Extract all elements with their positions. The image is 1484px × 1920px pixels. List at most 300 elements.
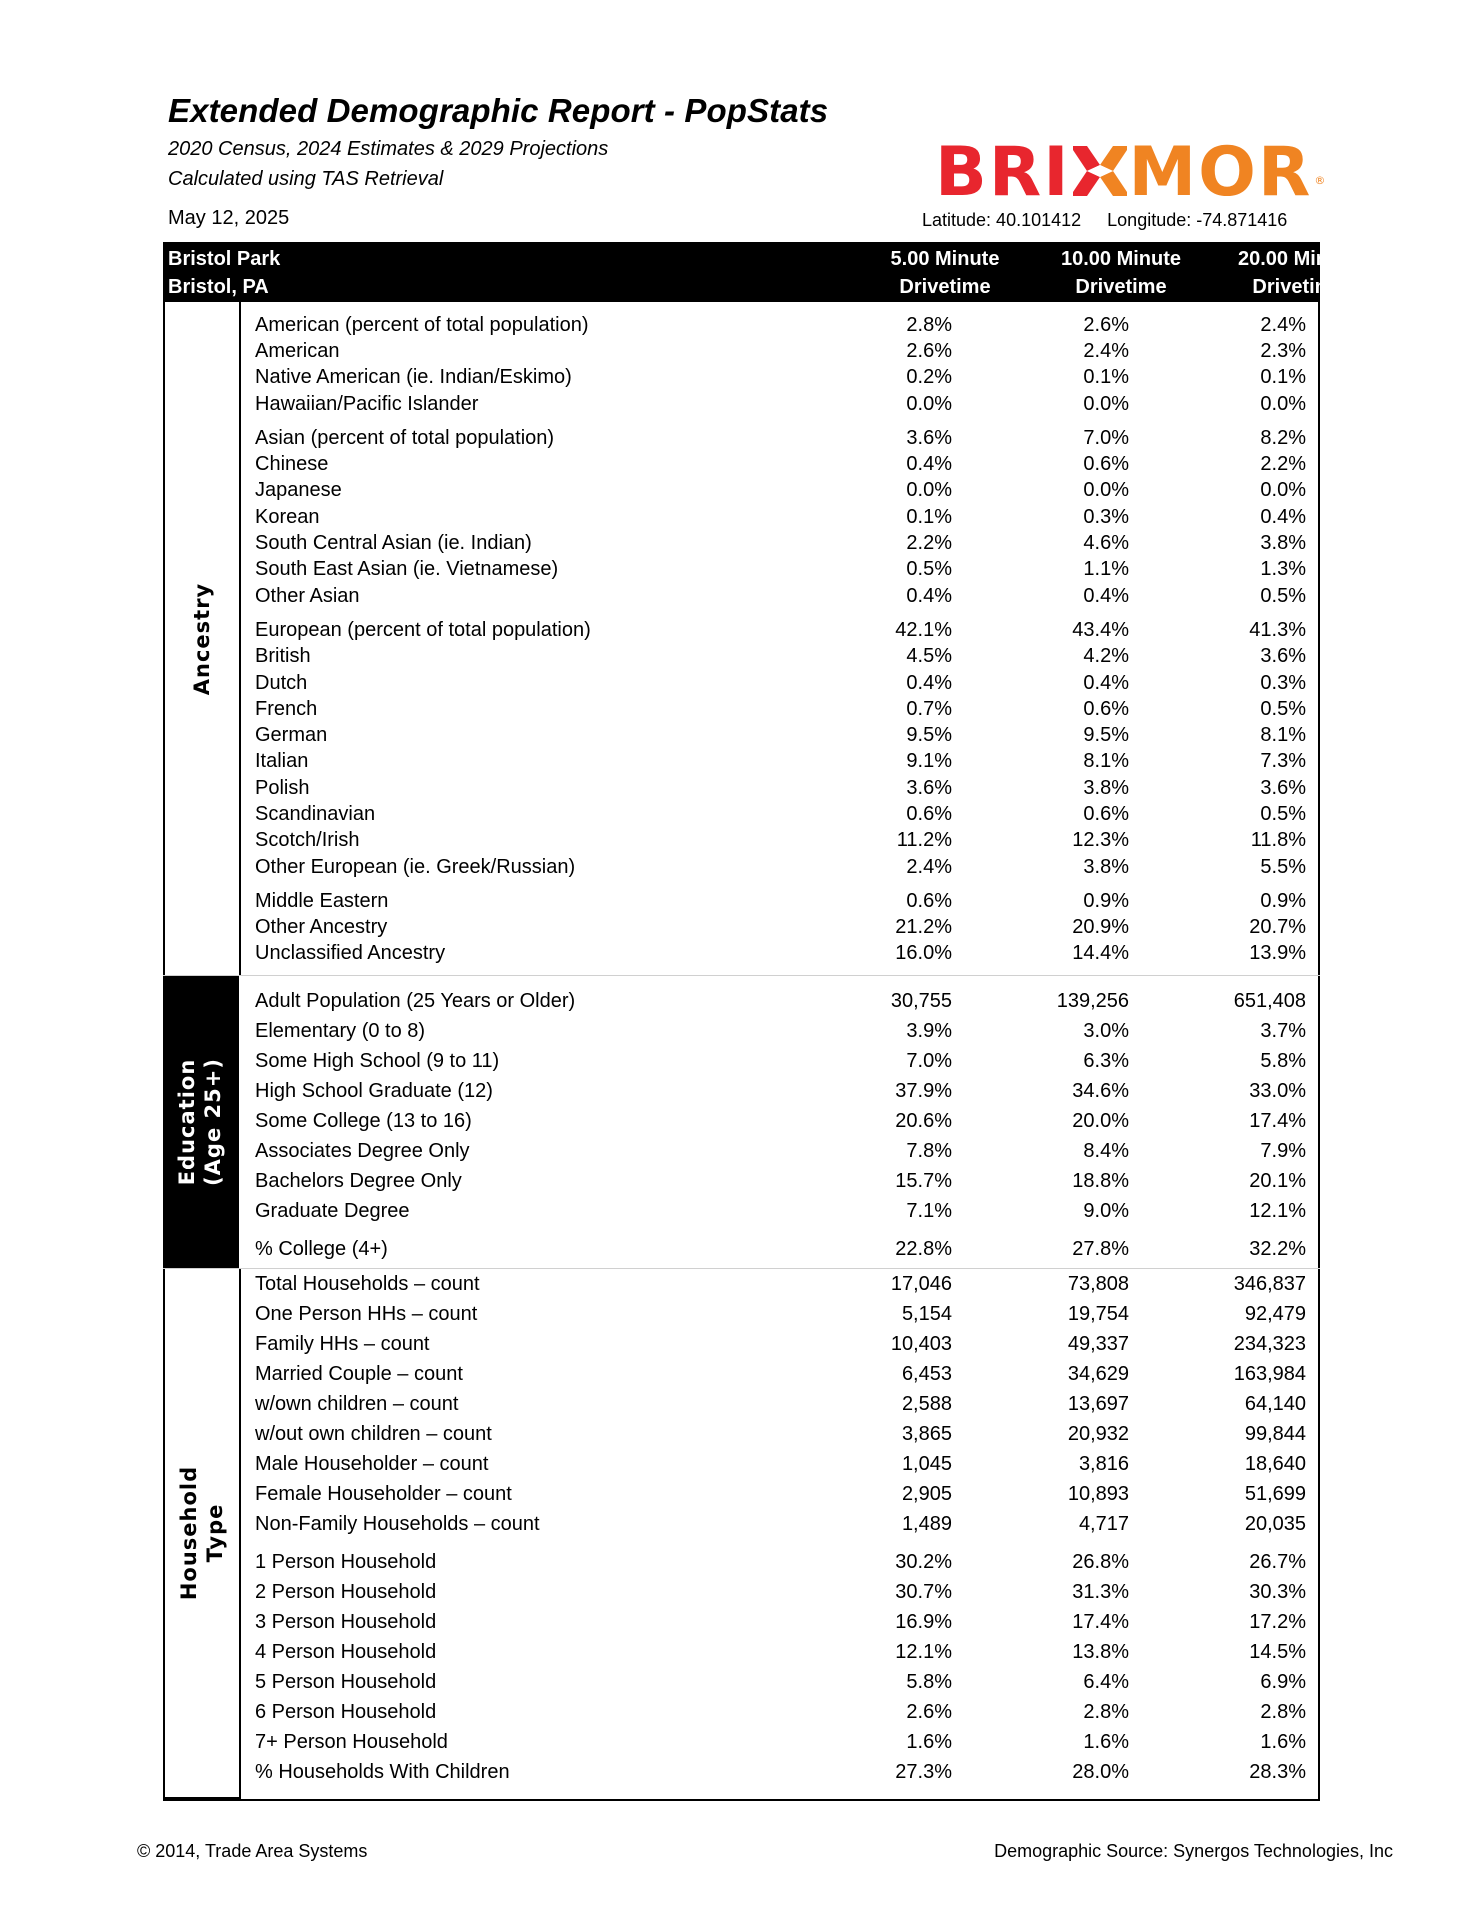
table-row [255, 391, 1306, 417]
section-label-household [163, 1269, 241, 1799]
table-row [255, 1329, 1306, 1359]
column-header-10min [1036, 245, 1206, 301]
value-5min: 20.6% [895, 1109, 952, 1132]
value-5min: 0.6% [906, 889, 952, 912]
row-label: Korean [255, 505, 320, 528]
education-label-line2: (Age 25+) [201, 1058, 225, 1187]
value-20min: 651,408 [1233, 989, 1306, 1012]
row-label: Other European (ie. Greek/Russian) [255, 855, 576, 878]
value-10min: 20,932 [1067, 1422, 1129, 1445]
value-5min: 0.7% [906, 697, 952, 720]
value-10min: 2.4% [1083, 339, 1129, 362]
group-spacer [255, 609, 1306, 617]
row-label: Unclassified Ancestry [255, 942, 446, 965]
table-row [255, 583, 1306, 609]
value-20min: 7.3% [1260, 750, 1306, 773]
value-10min: 4,717 [1078, 1512, 1129, 1535]
value-5min: 0.2% [906, 366, 952, 389]
value-5min: 7.0% [906, 1049, 952, 1072]
value-5min: 4.5% [906, 645, 952, 668]
table-row [255, 941, 1306, 967]
table-row [255, 425, 1306, 451]
table-row [255, 915, 1306, 941]
value-20min: 0.0% [1260, 479, 1306, 502]
ancestry-rows [255, 312, 1306, 967]
household-label-line1: Household [177, 1465, 201, 1601]
table-row [255, 1547, 1306, 1577]
value-5min: 11.2% [896, 829, 952, 852]
row-label: Total Households – count [255, 1272, 480, 1295]
value-10min: 9.0% [1083, 1199, 1129, 1222]
table-row [255, 1727, 1306, 1757]
value-10min: 0.6% [1083, 453, 1129, 476]
table-row [255, 365, 1306, 391]
value-20min: 1.3% [1260, 558, 1306, 581]
table-row [255, 1016, 1306, 1046]
household-label [176, 1466, 228, 1600]
row-label: Scotch/Irish [255, 829, 360, 852]
logo-x-icon [1073, 143, 1127, 197]
value-5min: 1,045 [901, 1452, 952, 1475]
value-5min: 15.7% [895, 1169, 952, 1192]
demographic-table [163, 242, 1359, 1801]
value-10min: 6.4% [1083, 1670, 1129, 1693]
row-label: European (percent of total population) [255, 618, 591, 641]
value-5min: 9.1% [906, 750, 952, 773]
value-20min: 6.9% [1260, 1670, 1306, 1693]
value-10min: 34.6% [1072, 1079, 1129, 1102]
value-10min: 43.4% [1072, 618, 1129, 641]
value-5min: 5,154 [901, 1302, 952, 1325]
row-label: Female Householder – count [255, 1482, 512, 1505]
table-row [255, 722, 1306, 748]
value-10min: 0.3% [1083, 505, 1129, 528]
report-subtitle-census: 2020 Census, 2024 Estimates & 2029 Projections [168, 138, 609, 160]
latitude: Latitude: 40.101412 [922, 210, 1082, 230]
value-10min: 139,256 [1056, 989, 1129, 1012]
logo-text-red: BRI [935, 133, 1071, 212]
row-label: 1 Person Household [255, 1550, 437, 1573]
table-row [255, 312, 1306, 338]
row-label: % Households With Children [255, 1760, 510, 1783]
value-10min: 73,808 [1067, 1272, 1129, 1295]
row-label: 5 Person Household [255, 1670, 437, 1693]
value-5min: 1.6% [906, 1730, 952, 1753]
value-20min: 234,323 [1233, 1332, 1306, 1355]
value-20min: 5.5% [1260, 855, 1306, 878]
value-5min: 10,403 [890, 1332, 952, 1355]
column-header-5min [860, 245, 1030, 301]
site-name: Bristol Park [168, 248, 281, 270]
value-5min: 2,905 [901, 1482, 952, 1505]
value-5min: 2.4% [906, 855, 952, 878]
section-education [163, 976, 1320, 1269]
footer-copyright: © 2014, Trade Area Systems [137, 1841, 368, 1861]
value-20min: 0.1% [1260, 366, 1306, 389]
value-5min: 6,453 [901, 1362, 952, 1385]
value-5min: 16.0% [895, 942, 952, 965]
table-row [255, 888, 1306, 914]
value-5min: 30.7% [895, 1580, 952, 1603]
site-location: Bristol, PA [168, 276, 269, 298]
value-20min: 0.5% [1260, 802, 1306, 825]
row-label: American (percent of total population) [255, 313, 589, 336]
table-row [255, 1234, 1306, 1264]
value-20min: 11.8% [1250, 829, 1306, 852]
value-10min: 3.0% [1083, 1019, 1129, 1042]
value-5min: 22.8% [895, 1237, 952, 1260]
value-20min: 33.0% [1249, 1079, 1306, 1102]
table-row [255, 696, 1306, 722]
row-label: British [255, 645, 311, 668]
value-10min: 34,629 [1067, 1362, 1129, 1385]
value-10min: 0.6% [1083, 802, 1129, 825]
value-10min: 31.3% [1072, 1580, 1129, 1603]
value-20min: 2.8% [1260, 1700, 1306, 1723]
value-5min: 17,046 [890, 1272, 952, 1295]
table-row [255, 1136, 1306, 1166]
education-rows [255, 986, 1306, 1264]
column-header-line1: 5.00 Minute [890, 248, 1000, 270]
value-10min: 6.3% [1083, 1049, 1129, 1072]
report-title: Extended Demographic Report - PopStats [168, 92, 829, 129]
row-label: Male Householder – count [255, 1452, 489, 1475]
row-label: 7+ Person Household [255, 1730, 448, 1753]
value-20min: 2.4% [1260, 313, 1306, 336]
value-10min: 20.0% [1072, 1109, 1129, 1132]
table-row [255, 504, 1306, 530]
row-label: South East Asian (ie. Vietnamese) [255, 558, 559, 581]
longitude: Longitude: -74.871416 [1107, 210, 1288, 230]
value-20min: 2.3% [1260, 339, 1306, 362]
value-10min: 0.0% [1083, 392, 1129, 415]
table-right-border [1318, 302, 1320, 975]
value-5min: 0.0% [906, 479, 952, 502]
value-20min: 7.9% [1260, 1139, 1306, 1162]
row-label: Hawaiian/Pacific Islander [255, 392, 479, 415]
row-label: High School Graduate (12) [255, 1079, 493, 1102]
table-row [255, 1299, 1306, 1329]
section-label-ancestry [163, 302, 241, 975]
table-row [255, 801, 1306, 827]
value-20min: 3.7% [1260, 1019, 1306, 1042]
table-row [255, 1106, 1306, 1136]
value-20min: 163,984 [1233, 1362, 1306, 1385]
table-row [255, 451, 1306, 477]
value-5min: 30.2% [895, 1550, 952, 1573]
value-20min: 0.5% [1260, 697, 1306, 720]
value-20min: 32.2% [1249, 1237, 1306, 1260]
row-label: Adult Population (25 Years or Older) [255, 989, 576, 1012]
value-10min: 3,816 [1078, 1452, 1129, 1475]
value-20min: 13.9% [1249, 942, 1306, 965]
table-row [255, 644, 1306, 670]
table-row [255, 854, 1306, 880]
value-10min: 27.8% [1072, 1237, 1129, 1260]
table-row [255, 557, 1306, 583]
row-label: Asian (percent of total population) [255, 426, 555, 449]
value-5min: 3.9% [906, 1019, 952, 1042]
table-row [255, 1196, 1306, 1226]
value-20min: 14.5% [1249, 1640, 1306, 1663]
value-5min: 3.6% [906, 776, 952, 799]
column-header-line2: Drivetime [899, 276, 991, 298]
value-5min: 0.4% [906, 453, 952, 476]
table-row [255, 1389, 1306, 1419]
value-20min: 20,035 [1244, 1512, 1306, 1535]
table-row [255, 1479, 1306, 1509]
row-label: 2 Person Household [255, 1580, 437, 1603]
value-20min: 1.6% [1260, 1730, 1306, 1753]
value-10min: 2.8% [1083, 1700, 1129, 1723]
table-row [255, 1449, 1306, 1479]
row-label: Some High School (9 to 11) [255, 1049, 500, 1072]
row-label: German [255, 724, 328, 747]
row-label: Some College (13 to 16) [255, 1109, 472, 1132]
value-5min: 2.6% [906, 339, 952, 362]
value-20min: 26.7% [1249, 1550, 1306, 1573]
row-label: Polish [255, 776, 310, 799]
value-10min: 1.1% [1083, 558, 1129, 581]
column-header-line2: Drivetime [1252, 276, 1344, 298]
education-label-line1: Education [175, 1058, 199, 1186]
value-10min: 49,337 [1067, 1332, 1129, 1355]
table-row [255, 1577, 1306, 1607]
report-date: May 12, 2025 [168, 207, 290, 229]
row-label: Italian [255, 750, 309, 773]
value-20min: 20.7% [1249, 916, 1306, 939]
row-label: Scandinavian [255, 802, 376, 825]
row-label: One Person HHs – count [255, 1302, 478, 1325]
value-20min: 17.4% [1249, 1109, 1306, 1132]
value-10min: 4.6% [1083, 532, 1129, 555]
value-5min: 42.1% [895, 618, 952, 641]
value-5min: 1,489 [901, 1512, 952, 1535]
row-label: w/out own children – count [255, 1422, 492, 1445]
value-20min: 5.8% [1260, 1049, 1306, 1072]
value-20min: 0.9% [1260, 889, 1306, 912]
table-row [255, 1697, 1306, 1727]
group-spacer [255, 1226, 1306, 1234]
group-spacer [255, 880, 1306, 888]
column-header-line1: 20.00 Minute [1237, 248, 1359, 270]
value-20min: 0.5% [1260, 584, 1306, 607]
row-label: % College (4+) [255, 1237, 388, 1260]
row-label: Chinese [255, 453, 329, 476]
column-header-20min [1213, 245, 1383, 301]
value-5min: 0.6% [906, 802, 952, 825]
value-20min: 99,844 [1244, 1422, 1306, 1445]
value-20min: 8.2% [1260, 426, 1306, 449]
row-label: w/own children – count [255, 1392, 459, 1415]
value-10min: 8.4% [1083, 1139, 1129, 1162]
value-20min: 20.1% [1249, 1169, 1306, 1192]
row-label: 3 Person Household [255, 1610, 437, 1633]
row-label: Native American (ie. Indian/Eskimo) [255, 366, 572, 389]
row-label: Non-Family Households – count [255, 1512, 540, 1535]
value-20min: 3.8% [1260, 532, 1306, 555]
value-10min: 14.4% [1072, 942, 1129, 965]
row-label: Elementary (0 to 8) [255, 1019, 426, 1042]
table-row [255, 1509, 1306, 1539]
value-10min: 26.8% [1072, 1550, 1129, 1573]
column-header-line2: Drivetime [1075, 276, 1167, 298]
row-label: Family HHs – count [255, 1332, 430, 1355]
table-row [255, 749, 1306, 775]
value-5min: 30,755 [890, 989, 952, 1012]
value-10min: 3.8% [1083, 855, 1129, 878]
value-20min: 3.6% [1260, 776, 1306, 799]
table-row [255, 670, 1306, 696]
row-label: French [255, 697, 318, 720]
table-row [255, 775, 1306, 801]
value-20min: 0.3% [1260, 671, 1306, 694]
value-10min: 0.4% [1083, 671, 1129, 694]
column-header-line1: 10.00 Minute [1060, 248, 1182, 270]
value-20min: 18,640 [1244, 1452, 1306, 1475]
value-5min: 3,865 [901, 1422, 952, 1445]
value-10min: 12.3% [1072, 829, 1129, 852]
site-info [168, 245, 280, 301]
section-household [163, 1269, 1320, 1801]
value-10min: 3.8% [1083, 776, 1129, 799]
value-5min: 9.5% [906, 724, 952, 747]
value-10min: 10,893 [1067, 1482, 1129, 1505]
value-5min: 0.1% [906, 505, 952, 528]
value-10min: 0.6% [1083, 697, 1129, 720]
value-5min: 3.6% [906, 426, 952, 449]
row-label: Graduate Degree [255, 1199, 410, 1222]
value-10min: 0.9% [1083, 889, 1129, 912]
row-label: Other Asian [255, 584, 360, 607]
value-5min: 2,588 [901, 1392, 952, 1415]
value-5min: 0.5% [906, 558, 952, 581]
value-5min: 2.2% [906, 532, 952, 555]
value-5min: 0.4% [906, 671, 952, 694]
value-5min: 27.3% [895, 1760, 952, 1783]
table-row [255, 530, 1306, 556]
household-label-line2: Type [203, 1503, 227, 1563]
group-spacer [255, 1539, 1306, 1547]
logo-text-orange: MOR [1128, 133, 1313, 212]
registered-mark: ® [1314, 174, 1328, 187]
value-10min: 20.9% [1072, 916, 1129, 939]
row-label: Middle Eastern [255, 889, 389, 912]
section-ancestry [163, 302, 1320, 976]
value-5min: 16.9% [895, 1610, 952, 1633]
table-row [255, 1667, 1306, 1697]
table-right-border [1318, 976, 1320, 1268]
report-subtitle-method: Calculated using TAS Retrieval [168, 168, 444, 190]
table-row [255, 617, 1306, 643]
row-label: Bachelors Degree Only [255, 1169, 462, 1192]
group-spacer [255, 417, 1306, 425]
value-10min: 19,754 [1067, 1302, 1129, 1325]
value-5min: 2.8% [906, 313, 952, 336]
section-label-education [163, 976, 239, 1268]
value-10min: 7.0% [1083, 426, 1129, 449]
row-label: Married Couple – count [255, 1362, 463, 1385]
table-row [255, 478, 1306, 504]
table-header [163, 242, 1359, 302]
value-5min: 21.2% [895, 916, 952, 939]
education-label [174, 1058, 226, 1186]
value-20min: 0.4% [1260, 505, 1306, 528]
table-right-border [1318, 1269, 1320, 1799]
table-row [255, 1269, 1306, 1299]
table-row [255, 986, 1306, 1016]
value-10min: 0.1% [1083, 366, 1129, 389]
row-label: 4 Person Household [255, 1640, 437, 1663]
value-5min: 2.6% [906, 1700, 952, 1723]
value-20min: 41.3% [1249, 618, 1306, 641]
value-10min: 4.2% [1083, 645, 1129, 668]
value-20min: 3.6% [1260, 645, 1306, 668]
value-20min: 92,479 [1244, 1302, 1306, 1325]
value-10min: 18.8% [1072, 1169, 1129, 1192]
value-5min: 37.9% [895, 1079, 952, 1102]
coordinates [922, 210, 1287, 231]
row-label: Other Ancestry [255, 916, 388, 939]
row-label: Japanese [255, 479, 342, 502]
value-10min: 0.4% [1083, 584, 1129, 607]
value-20min: 346,837 [1233, 1272, 1306, 1295]
value-20min: 17.2% [1249, 1610, 1306, 1633]
value-5min: 7.8% [906, 1139, 952, 1162]
value-10min: 28.0% [1072, 1760, 1129, 1783]
ancestry-label: Ancestry [190, 582, 214, 695]
value-10min: 2.6% [1083, 313, 1129, 336]
value-20min: 0.0% [1260, 392, 1306, 415]
value-10min: 0.0% [1083, 479, 1129, 502]
row-label: Associates Degree Only [255, 1139, 470, 1162]
row-label: American [255, 339, 340, 362]
value-20min: 30.3% [1249, 1580, 1306, 1603]
value-5min: 0.4% [906, 584, 952, 607]
value-10min: 1.6% [1083, 1730, 1129, 1753]
row-label: 6 Person Household [255, 1700, 437, 1723]
value-5min: 5.8% [906, 1670, 952, 1693]
value-20min: 51,699 [1244, 1482, 1306, 1505]
table-row [255, 1607, 1306, 1637]
value-10min: 13,697 [1067, 1392, 1129, 1415]
table-row [255, 1046, 1306, 1076]
table-row [255, 1757, 1306, 1787]
value-20min: 28.3% [1249, 1760, 1306, 1783]
table-row [255, 1166, 1306, 1196]
value-20min: 64,140 [1244, 1392, 1306, 1415]
household-rows [255, 1269, 1306, 1787]
footer-source: Demographic Source: Synergos Technologies, Inc [994, 1841, 1393, 1861]
table-row [255, 1076, 1306, 1106]
value-10min: 9.5% [1083, 724, 1129, 747]
table-row [255, 1419, 1306, 1449]
value-5min: 12.1% [895, 1640, 952, 1663]
value-20min: 2.2% [1260, 453, 1306, 476]
table-row [255, 1637, 1306, 1667]
row-label: South Central Asian (ie. Indian) [255, 532, 532, 555]
value-10min: 13.8% [1072, 1640, 1129, 1663]
table-row [255, 828, 1306, 854]
value-20min: 8.1% [1260, 724, 1306, 747]
row-label: Dutch [255, 671, 308, 694]
brixmor-logo [935, 133, 1328, 212]
table-row [255, 1359, 1306, 1389]
value-20min: 12.1% [1249, 1199, 1306, 1222]
value-10min: 8.1% [1083, 750, 1129, 773]
value-5min: 7.1% [906, 1199, 952, 1222]
value-10min: 17.4% [1072, 1610, 1129, 1633]
